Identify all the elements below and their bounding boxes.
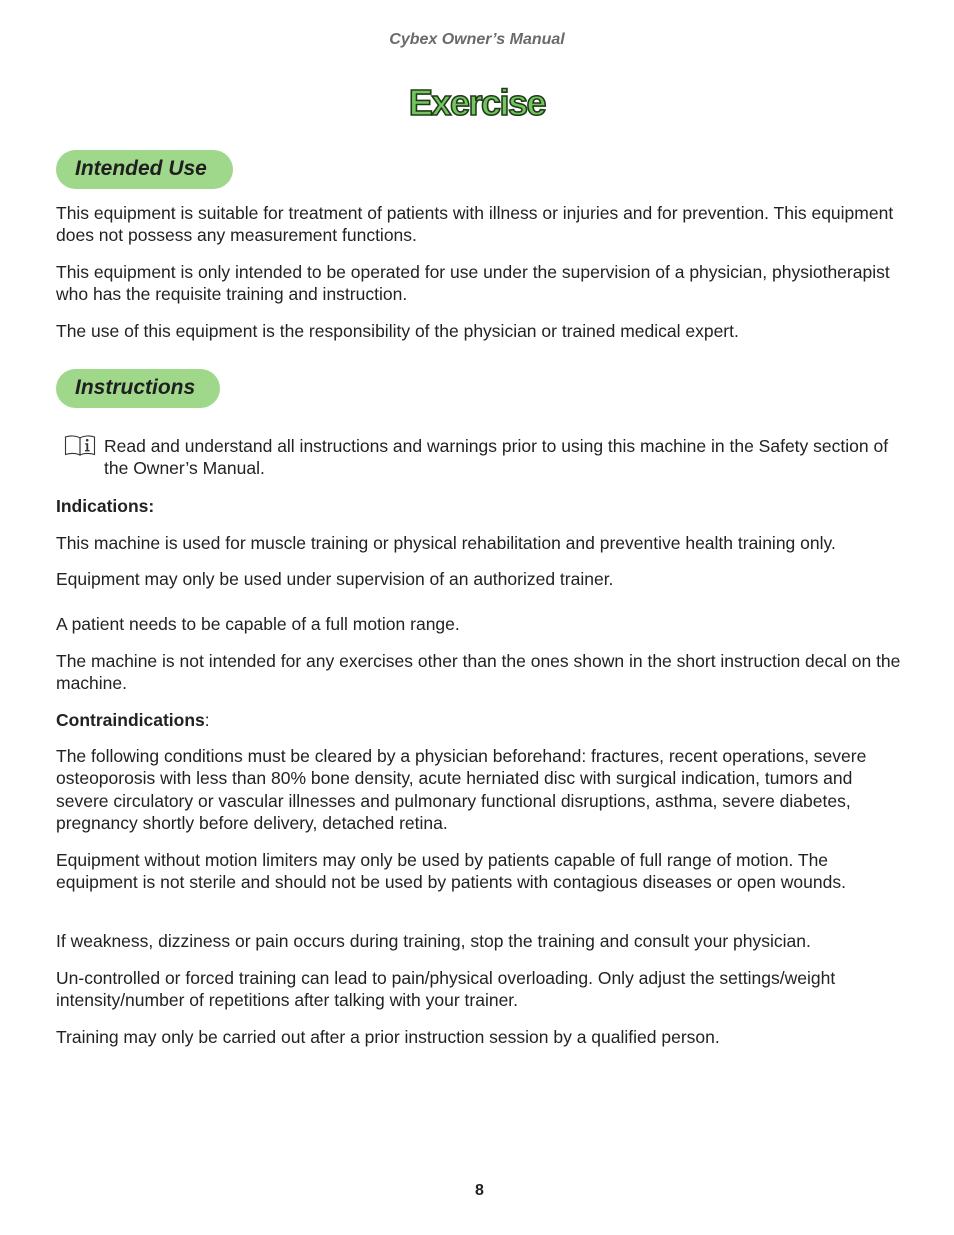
- contraindications-colon: :: [204, 710, 210, 730]
- instructions-heading: Instructions: [56, 369, 220, 408]
- indication-item: Equipment may only be used under supervision of an authorized trainer.: [56, 569, 614, 589]
- indication-item: This machine is used for muscle training or physical rehabilitation and preventive health training only.: [56, 533, 836, 553]
- indication-item: The machine is not intended for any exercises other than the ones shown in the short instruction decal on the machine.: [56, 651, 901, 694]
- contraindication-item: Un-controlled or forced training can lead to pain/physical overloading. Only adjust the settings/weight intensity/number of repetitions after talking with your trainer.: [56, 968, 836, 1011]
- intended-use-paragraph: This equipment is only intended to be operated for use under the supervision of a physician, physiotherapist who has the requisite training and instruction.: [56, 262, 890, 305]
- contraindication-item: Training may only be carried out after a prior instruction session by a qualified person.: [56, 1027, 720, 1047]
- intended-use-heading: Intended Use: [56, 150, 233, 189]
- page-title: Exercise: [408, 82, 546, 123]
- contraindication-item: Equipment without motion limiters may only be used by patients capable of full range of motion. The equipment is not sterile and should not be used by patients with contagious diseases or open wounds.: [56, 850, 846, 893]
- contraindications-heading: Contraindications: [56, 710, 205, 730]
- intended-use-paragraph: This equipment is suitable for treatment of patients with illness or injuries and for prevention. This equipment does not possess any measurement functions.: [56, 203, 894, 246]
- manual-note-text: Read and understand all instructions and warnings prior to using this machine in the Safety section of the Owner’s Manual.: [104, 436, 889, 479]
- read-manual-icon: [64, 434, 96, 456]
- contraindications-heading-line: [56, 709, 906, 731]
- page-number: 8: [475, 1182, 484, 1199]
- contraindication-item: If weakness, dizziness or pain occurs during training, stop the training and consult your physician.: [56, 931, 811, 951]
- contraindication-item: The following conditions must be cleared by a physician beforehand: fractures, recent operations, severe osteoporosis with less than 80% bone density, acute herniated disc with surgical indication, tumors and severe circulatory or vascular illnesses and pulmonary functional disruptions, asthma, severe diabetes, pregnancy shortly before delivery, detached retina.: [56, 746, 867, 834]
- intended-use-paragraph: The use of this equipment is the responsibility of the physician or trained medical expert.: [56, 321, 739, 341]
- indications-heading: Indications:: [56, 496, 155, 516]
- indication-item: A patient needs to be capable of a full motion range.: [56, 614, 460, 634]
- running-head: Cybex Owner’s Manual: [389, 31, 565, 48]
